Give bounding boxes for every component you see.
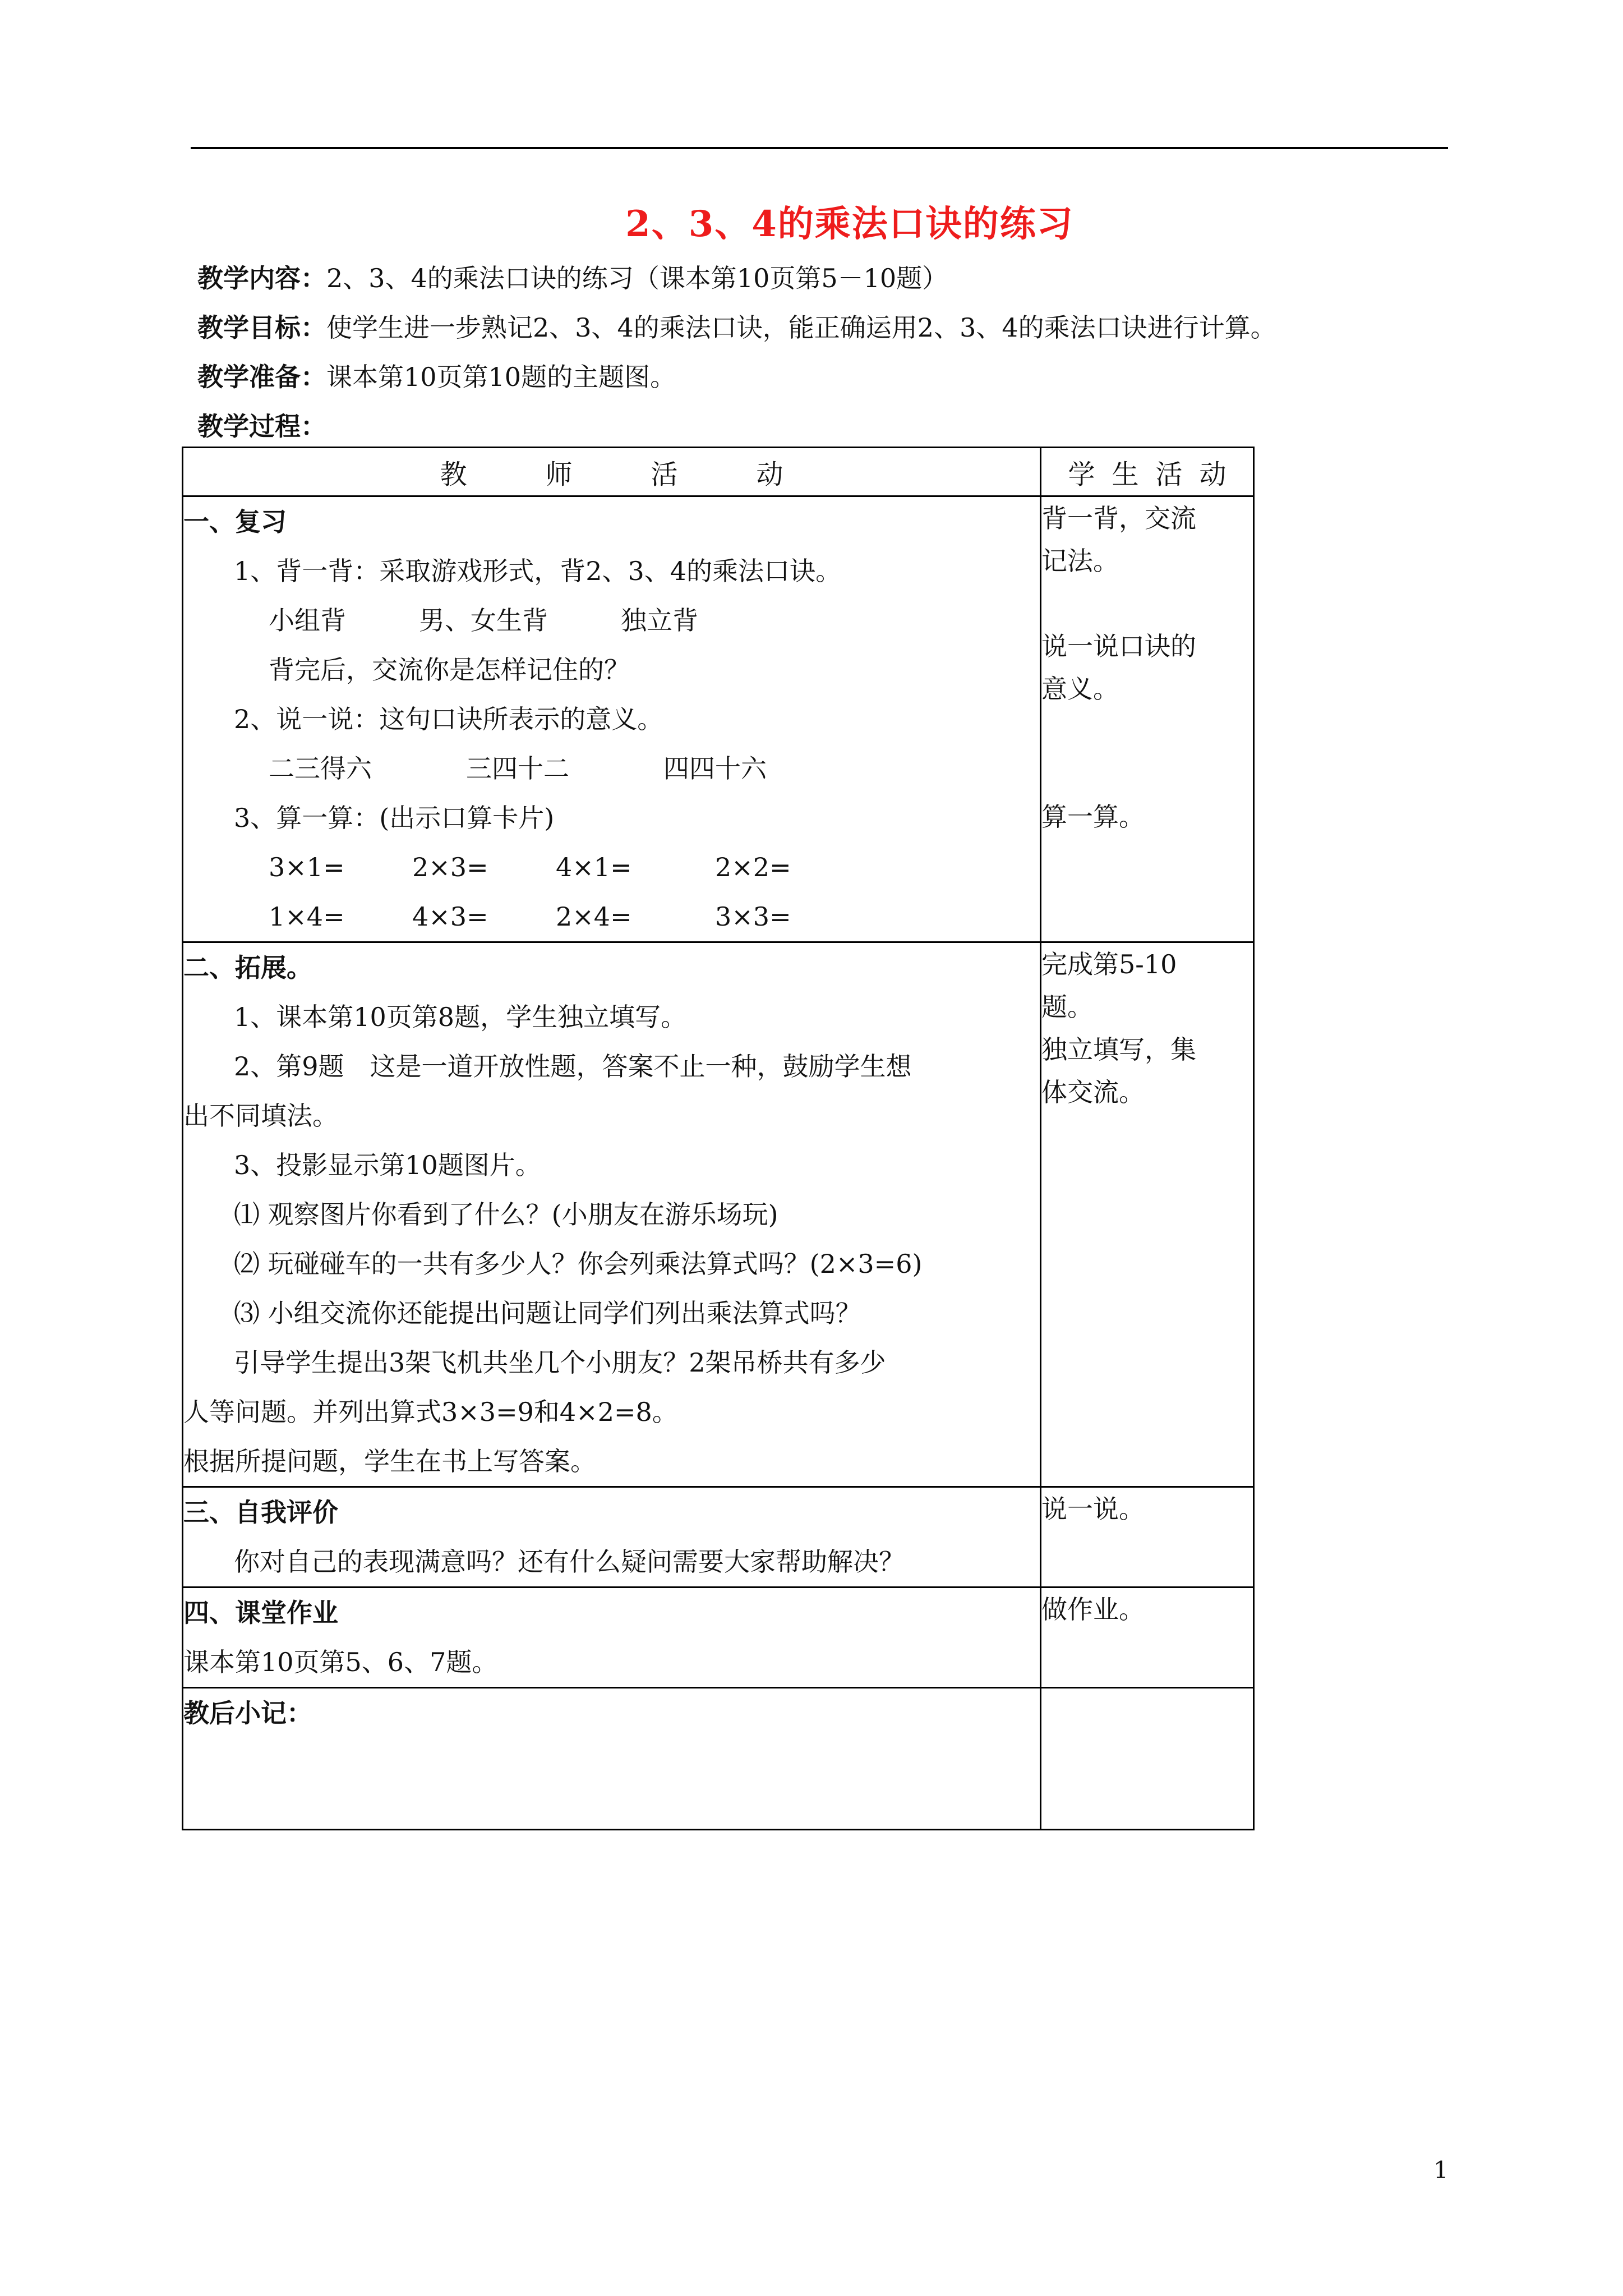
meta-key: 教学过程： xyxy=(197,411,326,441)
list-item-part: 小组背 xyxy=(269,605,346,636)
section-notes-teacher xyxy=(183,1688,1041,1830)
section-notes-student xyxy=(1041,1688,1254,1830)
list-item: ⑴ 观察图片你看到了什么？(小朋友在游乐场玩) xyxy=(234,1199,778,1230)
section-review-teacher xyxy=(183,496,1041,942)
header-rule xyxy=(191,147,1448,149)
header-char: 动 xyxy=(756,458,783,490)
student-note: 完成第5-10 xyxy=(1041,949,1177,979)
section-heading: 四、课堂作业 xyxy=(183,1598,338,1628)
section-extend-row xyxy=(183,942,1254,1487)
list-item xyxy=(183,596,1040,645)
list-item-part: 3×3= xyxy=(715,901,791,932)
list-item-part: 2×4= xyxy=(556,901,632,932)
list-item: 根据所提问题，学生在书上写答案。 xyxy=(183,1446,596,1476)
section-homework-teacher xyxy=(183,1588,1041,1688)
student-note: 体交流。 xyxy=(1041,1077,1145,1107)
meta-key: 教学内容： xyxy=(197,263,326,293)
list-item xyxy=(183,892,1040,941)
table-header-row xyxy=(183,448,1254,496)
page-title: 2、3、4的乘法口诀的练习 xyxy=(625,203,1074,245)
list-item: 3、投影显示第10题图片。 xyxy=(234,1150,541,1180)
student-note: 意义。 xyxy=(1041,674,1119,704)
meta-process xyxy=(197,409,326,443)
list-item-part: 2×3= xyxy=(412,852,488,882)
section-heading: 二、拓展。 xyxy=(183,953,312,983)
header-char: 师 xyxy=(545,458,573,490)
section-self-eval-student xyxy=(1041,1487,1254,1588)
list-item: 2、第9题 这是一道开放性题，答案不止一种，鼓励学生想 xyxy=(234,1051,912,1082)
section-notes-row xyxy=(183,1688,1254,1830)
header-char: 活 xyxy=(651,458,678,490)
section-homework-row xyxy=(183,1588,1254,1688)
meta-key: 教学目标： xyxy=(197,312,326,343)
section-review-student xyxy=(1041,496,1254,942)
list-item-part: 3×1= xyxy=(269,852,345,882)
student-note: 独立填写，集 xyxy=(1041,1034,1196,1065)
section-heading: 一、复习 xyxy=(183,507,287,537)
header-teacher-activity xyxy=(183,448,1041,496)
student-note: 说一说。 xyxy=(1041,1494,1145,1524)
list-item-part: 4×1= xyxy=(556,852,632,882)
meta-goal xyxy=(197,311,1276,344)
section-self-eval-row xyxy=(183,1487,1254,1588)
list-item: 人等问题。并列出算式3×3=9和4×2=8。 xyxy=(183,1397,678,1427)
list-item-part: 男、女生背 xyxy=(419,605,548,636)
list-item: 背完后，交流你是怎样记住的？ xyxy=(269,655,630,685)
section-homework-student xyxy=(1041,1588,1254,1688)
list-item: 1、背一背：采取游戏形式，背2、3、4的乘法口诀。 xyxy=(234,556,842,586)
list-item: ⑶ 小组交流你还能提出问题让同学们列出乘法算式吗？ xyxy=(234,1298,861,1328)
meta-content xyxy=(197,261,948,295)
list-item-part: 三四十二 xyxy=(466,753,569,784)
section-self-eval-teacher xyxy=(183,1487,1041,1588)
list-item xyxy=(183,744,1040,793)
list-item-part: 4×3= xyxy=(412,901,488,932)
header-student-activity xyxy=(1041,448,1254,496)
meta-value: 2、3、4的乘法口诀的练习（课本第10页第5－10题） xyxy=(326,263,948,293)
lesson-table xyxy=(182,447,1255,1830)
meta-key: 教学准备： xyxy=(197,362,326,392)
section-extend-student xyxy=(1041,942,1254,1487)
header-char: 教 xyxy=(440,458,467,490)
student-note: 说一说口诀的 xyxy=(1041,631,1196,661)
list-item-part: 独立背 xyxy=(621,605,698,636)
section-review-row xyxy=(183,496,1254,942)
list-item: ⑵ 玩碰碰车的一共有多少人？你会列乘法算式吗？(2×3=6) xyxy=(234,1249,923,1279)
student-note: 题。 xyxy=(1041,992,1093,1022)
list-item: 1、课本第10页第8题，学生独立填写。 xyxy=(234,1002,687,1032)
student-note: 背一背，交流 xyxy=(1041,503,1196,533)
student-note: 算一算。 xyxy=(1041,802,1145,832)
meta-value: 课本第10页第10题的主题图。 xyxy=(326,362,676,392)
list-item-part: 1×4= xyxy=(269,901,345,932)
list-item: 2、说一说：这句口诀所表示的意义。 xyxy=(234,704,663,734)
student-note: 记法。 xyxy=(1041,546,1119,576)
meta-prep xyxy=(197,360,676,394)
student-note: 做作业。 xyxy=(1041,1594,1145,1625)
list-item: 3、算一算：(出示口算卡片) xyxy=(234,803,555,833)
list-item: 你对自己的表现满意吗？还有什么疑问需要大家帮助解决？ xyxy=(234,1547,905,1577)
page-number: 1 xyxy=(1433,2156,1449,2184)
section-extend-teacher xyxy=(183,942,1041,1487)
list-item-part: 2×2= xyxy=(715,852,791,882)
list-item: 出不同填法。 xyxy=(183,1101,338,1131)
header-char: 生 xyxy=(1112,458,1139,490)
header-char: 动 xyxy=(1199,458,1227,490)
header-char: 活 xyxy=(1155,458,1183,490)
section-heading: 教后小记： xyxy=(183,1698,312,1728)
list-item-part: 四四十六 xyxy=(663,753,767,784)
header-char: 学 xyxy=(1068,458,1095,490)
list-item: 课本第10页第5、6、7题。 xyxy=(183,1647,498,1677)
section-heading: 三、自我评价 xyxy=(183,1497,338,1527)
meta-value: 使学生进一步熟记2、3、4的乘法口诀，能正确运用2、3、4的乘法口诀进行计算。 xyxy=(326,312,1276,343)
list-item xyxy=(183,843,1040,892)
list-item-part: 二三得六 xyxy=(269,753,372,784)
list-item: 引导学生提出3架飞机共坐几个小朋友？2架吊桥共有多少 xyxy=(234,1347,886,1378)
